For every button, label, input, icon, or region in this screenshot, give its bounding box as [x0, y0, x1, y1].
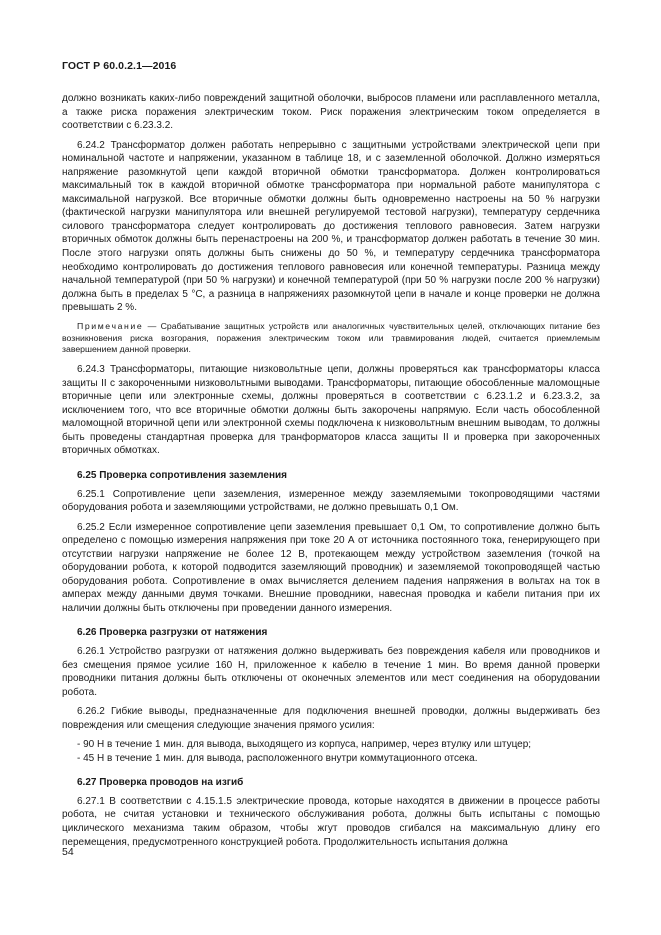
paragraph-continuation: должно возникать каких-либо повреждений защитной оболочки, выбросов пламени или расплавленного металла, а также риска поражения электрическим током. Риск поражения электрическим током определяется в соответствии с 6.23.3.2. — [62, 93, 600, 132]
paragraph-6-26-2: 6.26.2 Гибкие выводы, предназначенные для подключения внешней проводки, должны выдерживать без повреждения или смещения следующие значения прямого усилия: — [62, 706, 600, 731]
note — [62, 321, 600, 356]
paragraph-6-25-2: 6.25.2 Если измеренное сопротивление цепи заземления превышает 0,1 Ом, то сопротивление должно быть определено с помощью измерения напряжения при токе 20 А от источника постоянного тока, генерирующего при отсутствии нагрузки напряжение не более 12 В, протекающем между устройством заземления (точкой на оборудовании робота, к которой подводится заземляющий проводник) и заземляемой токопроводящей частью оборудования робота. Сопротивление в омах вычисляется делением падения напряжения в вольтах на ток в амперах между данными двумя точками. Внешние проводники, навесная проводка и кабели питания при их наличии должны быть отключены при проведении данного измерения. — [62, 521, 600, 614]
page-number: 54 — [62, 846, 74, 858]
section-heading-6-27: 6.27 Проверка проводов на изгиб — [77, 777, 244, 789]
list-item: - 45 Н в течение 1 мин. для вывода, расположенного внутри коммутационного отсека. — [77, 752, 478, 764]
section-heading-6-25: 6.25 Проверка сопротивления заземления — [77, 469, 287, 481]
paragraph-6-26-1: 6.26.1 Устройство разгрузки от натяжения должно выдерживать без повреждения кабеля или проводников и без смещения прямое усилие 160 Н, приложенное к кабелю в течение 1 мин. Во время данной проверки проводники питания должны быть отключены от оконечных элементов или мест соединения на оборудовании робота. — [62, 645, 600, 698]
paragraph-6-24-2: 6.24.2 Трансформатор должен работать непрерывно с защитными устройствами электрической цепи при номинальной частоте и напряжении, указанном в таблице 18, и с заземленной оболочкой. Должно измеряться напряжение разомкнутой цепи каждой вторичной обмотки трансформатора. Должен контролироваться максимальный ток в каждой вторичной обмотке трансформатора при нормальной работе манипулятора с максимальной нагрузкой. Все вторичные обмотки должны быть одновременно настроены на 50 % нагрузки (фактической нагрузки манипулятора или внешней регулируемой тестовой нагрузки), температуру сердечника силового трансформатора следует контролировать до достижения теплового равновесия. Затем нагрузки вторичных обмоток должны быть перенастроены на 200 %, и трансформатор должен работать в течение 30 мин. После этого нагрузки опять должны быть снижены до 50 %, и температуру сердечника трансформатора необходимо контролировать до достижения теплового равновесия или конечной температуры. Разница между начальной температурой (при 50 % нагрузки) и конечной температурой (при 50 % нагрузки после 200 % нагрузки) должна быть в пределах 5 °С, а разница в напряжениях разомкнутой цепи в начале и конце проверки не должна превышать 2 %. — [62, 139, 600, 314]
paragraph-6-27-1: 6.27.1 В соответствии с 4.15.1.5 электрические провода, которые находятся в движении в процессе работы робота, не считая установки и технического обслуживания робота, должны быть испытаны с помощью циклического механизма таким образом, чтобы жгут проводов сгибался на максимальную длину его перемещения, предусмотренного конструкцией робота. Продолжительность испытания должна — [62, 795, 600, 848]
note-label: Примечание — [77, 320, 144, 331]
note-text: — Срабатывание защитных устройств или аналогичных чувствительных целей, отключающих питание без возникновения риска возгорания, поражения электрическим током или травмирования людей, считается приемлемым завершением данной проверки. — [62, 320, 600, 355]
list-item: - 90 Н в течение 1 мин. для вывода, выходящего из корпуса, например, через втулку или штуцер; — [77, 739, 532, 751]
paragraph-6-24-3: 6.24.3 Трансформаторы, питающие низковольтные цепи, должны проверяться как трансформаторы класса защиты II с закороченными низковольтными выводами. Трансформаторы, питающие обособленные маломощные вторичные цепи или электронные схемы, должны проверяться в соответствии с 6.23.1.2 и 6.23.3.2, за исключением того, что все вторичные обмотки должны быть закорочены напрямую. Если часть обособленной маломощной вторичной цепи или электронной схемы подключена к низковольтным внешним выводам, то должны быть проведены стандартная проверка для транформаторов класса защиты II и проверка при закороченных вторичных обмотках. — [62, 364, 600, 457]
document-body — [62, 92, 600, 855]
section-heading-6-26: 6.26 Проверка разгрузки от натяжения — [77, 627, 268, 639]
document-header: ГОСТ Р 60.0.2.1—2016 — [62, 60, 177, 72]
paragraph-6-25-1: 6.25.1 Сопротивление цепи заземления, измеренное между заземляемыми токопроводящими частями оборудования робота и заземляющими устройствами, не должно превышать 0,1 Ом. — [62, 488, 600, 514]
force-list — [62, 738, 600, 765]
